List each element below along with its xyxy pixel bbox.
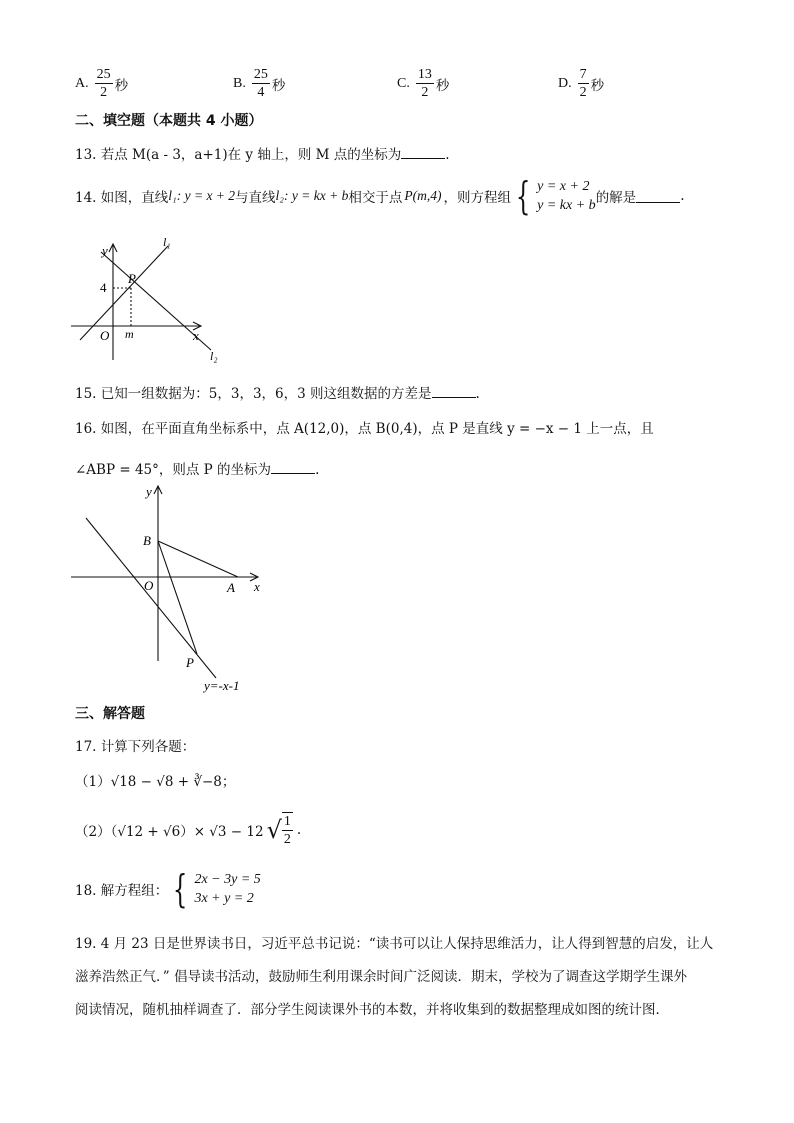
option-c <box>397 66 449 101</box>
question-19-line1: 19. 4 月 23 日是世界读书日，习近平总书记说：“读书可以让人保持思维活力，让人得到智慧的启发，让人 <box>75 936 714 952</box>
sys-eq2: y = kx + b <box>537 198 596 213</box>
q14-l2: l₂ <box>275 188 284 203</box>
option-letter: D. <box>558 75 572 91</box>
answer-blank <box>432 385 476 398</box>
option-letter: C. <box>397 75 410 91</box>
option-b <box>233 66 285 101</box>
line-equation-label: y=-x-1 <box>204 678 240 693</box>
question-16-line2 <box>75 458 319 478</box>
segment-ba <box>158 541 238 577</box>
question-18 <box>75 867 261 911</box>
figure-16-graph <box>66 478 276 696</box>
question-17: 17. 计算下列各题： <box>75 739 196 755</box>
segment-bp <box>158 541 197 654</box>
q14-mid2: 相交于点 <box>348 190 403 206</box>
answer-blank <box>401 146 445 159</box>
q18-label: 18. 解方程组： <box>75 883 169 899</box>
sys-eq1: y = x + 2 <box>537 179 590 194</box>
brace-icon: { <box>515 174 531 218</box>
question-16-text: ∠ABP = 45°，则点 P 的坐标为 <box>75 462 272 478</box>
option-unit: 秒 <box>590 77 605 94</box>
question-15-text: 15. 已知一组数据为：5，3，3，6，3 则这组数据的方差是 <box>75 386 432 402</box>
option-d <box>558 66 604 101</box>
p-label: P <box>186 655 194 670</box>
x-label: x <box>193 328 199 343</box>
q14-mid1: 与直线 <box>235 190 276 206</box>
question-19-line2: 滋养浩然正气．” 倡导读书活动，鼓励师生利用课余时间广泛阅读．期末，学校为了调查这学期学生课外 <box>75 969 687 985</box>
question-16-end: . <box>315 462 320 478</box>
equation-system <box>168 867 261 911</box>
q17-2-expr: （2）（√12 + √6）× √3 − 12 <box>75 824 264 840</box>
origin-label: O <box>100 328 110 343</box>
l2-label: l₂ <box>210 349 218 363</box>
answer-blank <box>636 190 680 203</box>
a-label: A <box>227 580 235 595</box>
option-unit: 秒 <box>435 77 450 94</box>
question-13-text: 13. 若点 M(a - 3，a+1)在 y 轴上，则 M 点的坐标为 <box>75 147 402 163</box>
option-letter: A. <box>75 75 89 91</box>
q14-end: . <box>680 188 685 204</box>
figure-14-graph <box>66 232 226 367</box>
origin-label: O <box>144 578 154 593</box>
brace-icon: { <box>173 867 188 911</box>
q17-2-fraction: $\frac{1}{2}$ <box>283 814 291 847</box>
option-unit: 秒 <box>271 77 286 94</box>
question-17-part1: （1）√18 − √8 + ∛−8； <box>75 774 236 790</box>
sys-eq2: 3x + y = 2 <box>194 891 254 906</box>
question-19-line3: 阅读情况，随机抽样调查了．部分学生阅读课外书的本数，并将收集到的数据整理成如图的统计图． <box>75 1002 669 1018</box>
sqrt-icon: √ <box>266 816 282 844</box>
q14-point: P(m,4) <box>404 188 442 203</box>
q14-suffix: 的解是 <box>595 190 637 206</box>
q14-mid3: ，则方程组 <box>443 190 511 206</box>
question-15-end: . <box>475 386 480 402</box>
option-a <box>75 66 128 101</box>
q14-eq1: : y = x + 2 <box>176 188 236 203</box>
q17-2-end: . <box>296 822 302 838</box>
x-label: x <box>254 579 260 594</box>
sys-eq1: 2x − 3y = 5 <box>194 872 261 887</box>
option-fraction: $\frac{25}{2}$ <box>96 67 111 100</box>
section-title-fill-in: 二、填空题（本题共 4 小题） <box>75 113 263 129</box>
option-letter: B. <box>233 75 246 91</box>
y-label: y <box>146 484 152 499</box>
question-15 <box>75 382 480 402</box>
question-16-line1: 16. 如图，在平面直角坐标系中，点 A(12,0)，点 B(0,4)，点 P 是直线 y = −x − 1 上一点，且 <box>75 421 654 437</box>
section-title-solve: 三、解答题 <box>75 706 145 722</box>
four-label: 4 <box>100 280 107 295</box>
m-label: m <box>125 327 134 341</box>
q14-eq2: : y = kx + b <box>284 188 349 203</box>
b-label: B <box>143 533 151 548</box>
answer-blank <box>271 461 315 474</box>
question-14 <box>75 174 685 218</box>
question-13 <box>75 143 450 163</box>
option-unit: 秒 <box>114 77 129 94</box>
option-fraction: $\frac{7}{2}$ <box>579 67 587 100</box>
option-fraction: $\frac{25}{4}$ <box>253 67 268 100</box>
l1-label: l₁ <box>163 235 171 249</box>
question-17-part2 <box>75 812 301 848</box>
q14-prefix: 14. 如图，直线 <box>75 190 169 206</box>
question-13-end: . <box>445 147 450 163</box>
p-label: P <box>128 271 136 286</box>
option-fraction: $\frac{13}{2}$ <box>417 67 432 100</box>
equation-system <box>511 174 596 218</box>
q14-l1: l₁ <box>168 188 177 203</box>
y-label: y <box>102 243 108 258</box>
